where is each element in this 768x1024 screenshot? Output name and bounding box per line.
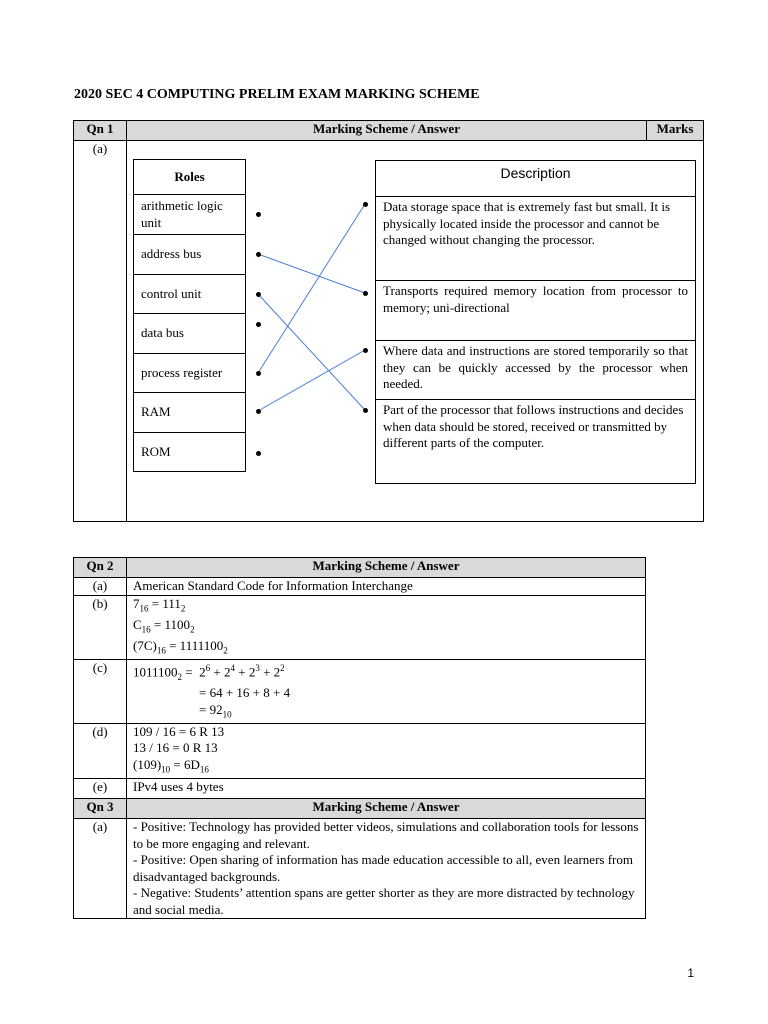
dot-role-ram — [256, 409, 261, 414]
role-control-unit: control unit — [133, 274, 246, 314]
dot-description-4 — [363, 408, 368, 413]
match-line-process-register — [258, 204, 365, 373]
q3-qn: Qn 3 — [74, 799, 127, 819]
role-rom: ROM — [133, 432, 246, 472]
dot-role-rom — [256, 451, 261, 456]
q2-answer-c: $1011100_2 = 2^6 + 2^4 + 2^3 + 2^2$ = 64 + 16 + 8 + 4 = $92_{10}$ — [127, 659, 646, 723]
dot-role-process-register — [256, 371, 261, 376]
q2-answer-b: $7_{16} = 111_2$ $C_{16} = 1100_2$ $(7C)_{16} = 1111100_2$ — [127, 595, 646, 659]
role-ram: RAM — [133, 392, 246, 433]
q2-answer-e: IPv4 uses 4 bytes — [127, 778, 646, 812]
page-title: 2020 SEC 4 COMPUTING PRELIM EXAM MARKING SCHEME — [74, 87, 480, 102]
q2-table — [73, 557, 646, 813]
q2-part-e: (e) — [74, 778, 127, 812]
q2-answer-d: 109 / 16 = 6 R 13 13 / 16 = 0 R 13 $(109)_{10} = 6D_{16}$ — [127, 723, 646, 778]
role-address-bus: address bus — [133, 234, 246, 275]
dot-role-data-bus — [256, 322, 261, 327]
description-4: Part of the processor that follows instructions and decides when data should be stored, received or transmitted by different parts of the computer. — [375, 399, 696, 484]
description-1: Data storage space that is extremely fast but small. It is physically located inside the processor and cannot be changed without changing the processor. — [375, 196, 696, 281]
dot-description-2 — [363, 291, 368, 296]
match-line-address-bus — [258, 254, 365, 293]
role-process-register: process register — [133, 353, 246, 393]
q3-part-a: (a) — [74, 819, 127, 919]
dot-role-address-bus — [256, 252, 261, 257]
dot-role-alu — [256, 212, 261, 217]
dot-role-control-unit — [256, 292, 261, 297]
q3-answer-a: - Positive: Technology has provided better videos, simulations and collaboration tools for lessons to be more engaging and relevant. - Positive: Open sharing of information has made education accessible to all, even learners from disadvantaged backgrounds. - Negative: Students’ attention spans are getter shorter as they are more distracted by technology and social media. — [127, 819, 646, 919]
q2-part-c: (c) — [74, 659, 127, 723]
q1-header: Marking Scheme / Answer — [127, 121, 647, 141]
q3-table — [73, 798, 646, 919]
description-header: Description — [375, 160, 696, 197]
roles-header: Roles — [133, 159, 246, 195]
q2-header: Marking Scheme / Answer — [127, 558, 646, 578]
q1-qn: Qn 1 — [74, 121, 127, 141]
match-line-ram — [258, 350, 365, 411]
dot-description-1 — [363, 202, 368, 207]
page-number: 1 — [687, 966, 694, 980]
q3-header: Marking Scheme / Answer — [127, 799, 646, 819]
dot-description-3 — [363, 348, 368, 353]
q2-part-b: (b) — [74, 595, 127, 659]
q2-part-a: (a) — [74, 578, 127, 596]
q2-qn: Qn 2 — [74, 558, 127, 578]
q2-answer-a: American Standard Code for Information Interchange — [127, 578, 646, 596]
role-data-bus: data bus — [133, 313, 246, 354]
description-3: Where data and instructions are stored temporarily so that they can be quickly accessed by the processor when needed. — [375, 340, 696, 400]
q1-part-a: (a) — [74, 141, 127, 522]
description-2: Transports required memory location from processor to memory; uni-directional — [375, 280, 696, 341]
q2-part-d: (d) — [74, 723, 127, 778]
match-line-control-unit — [258, 294, 365, 410]
role-alu: arithmetic logic unit — [133, 194, 246, 235]
q1-marks-header: Marks — [647, 121, 704, 141]
